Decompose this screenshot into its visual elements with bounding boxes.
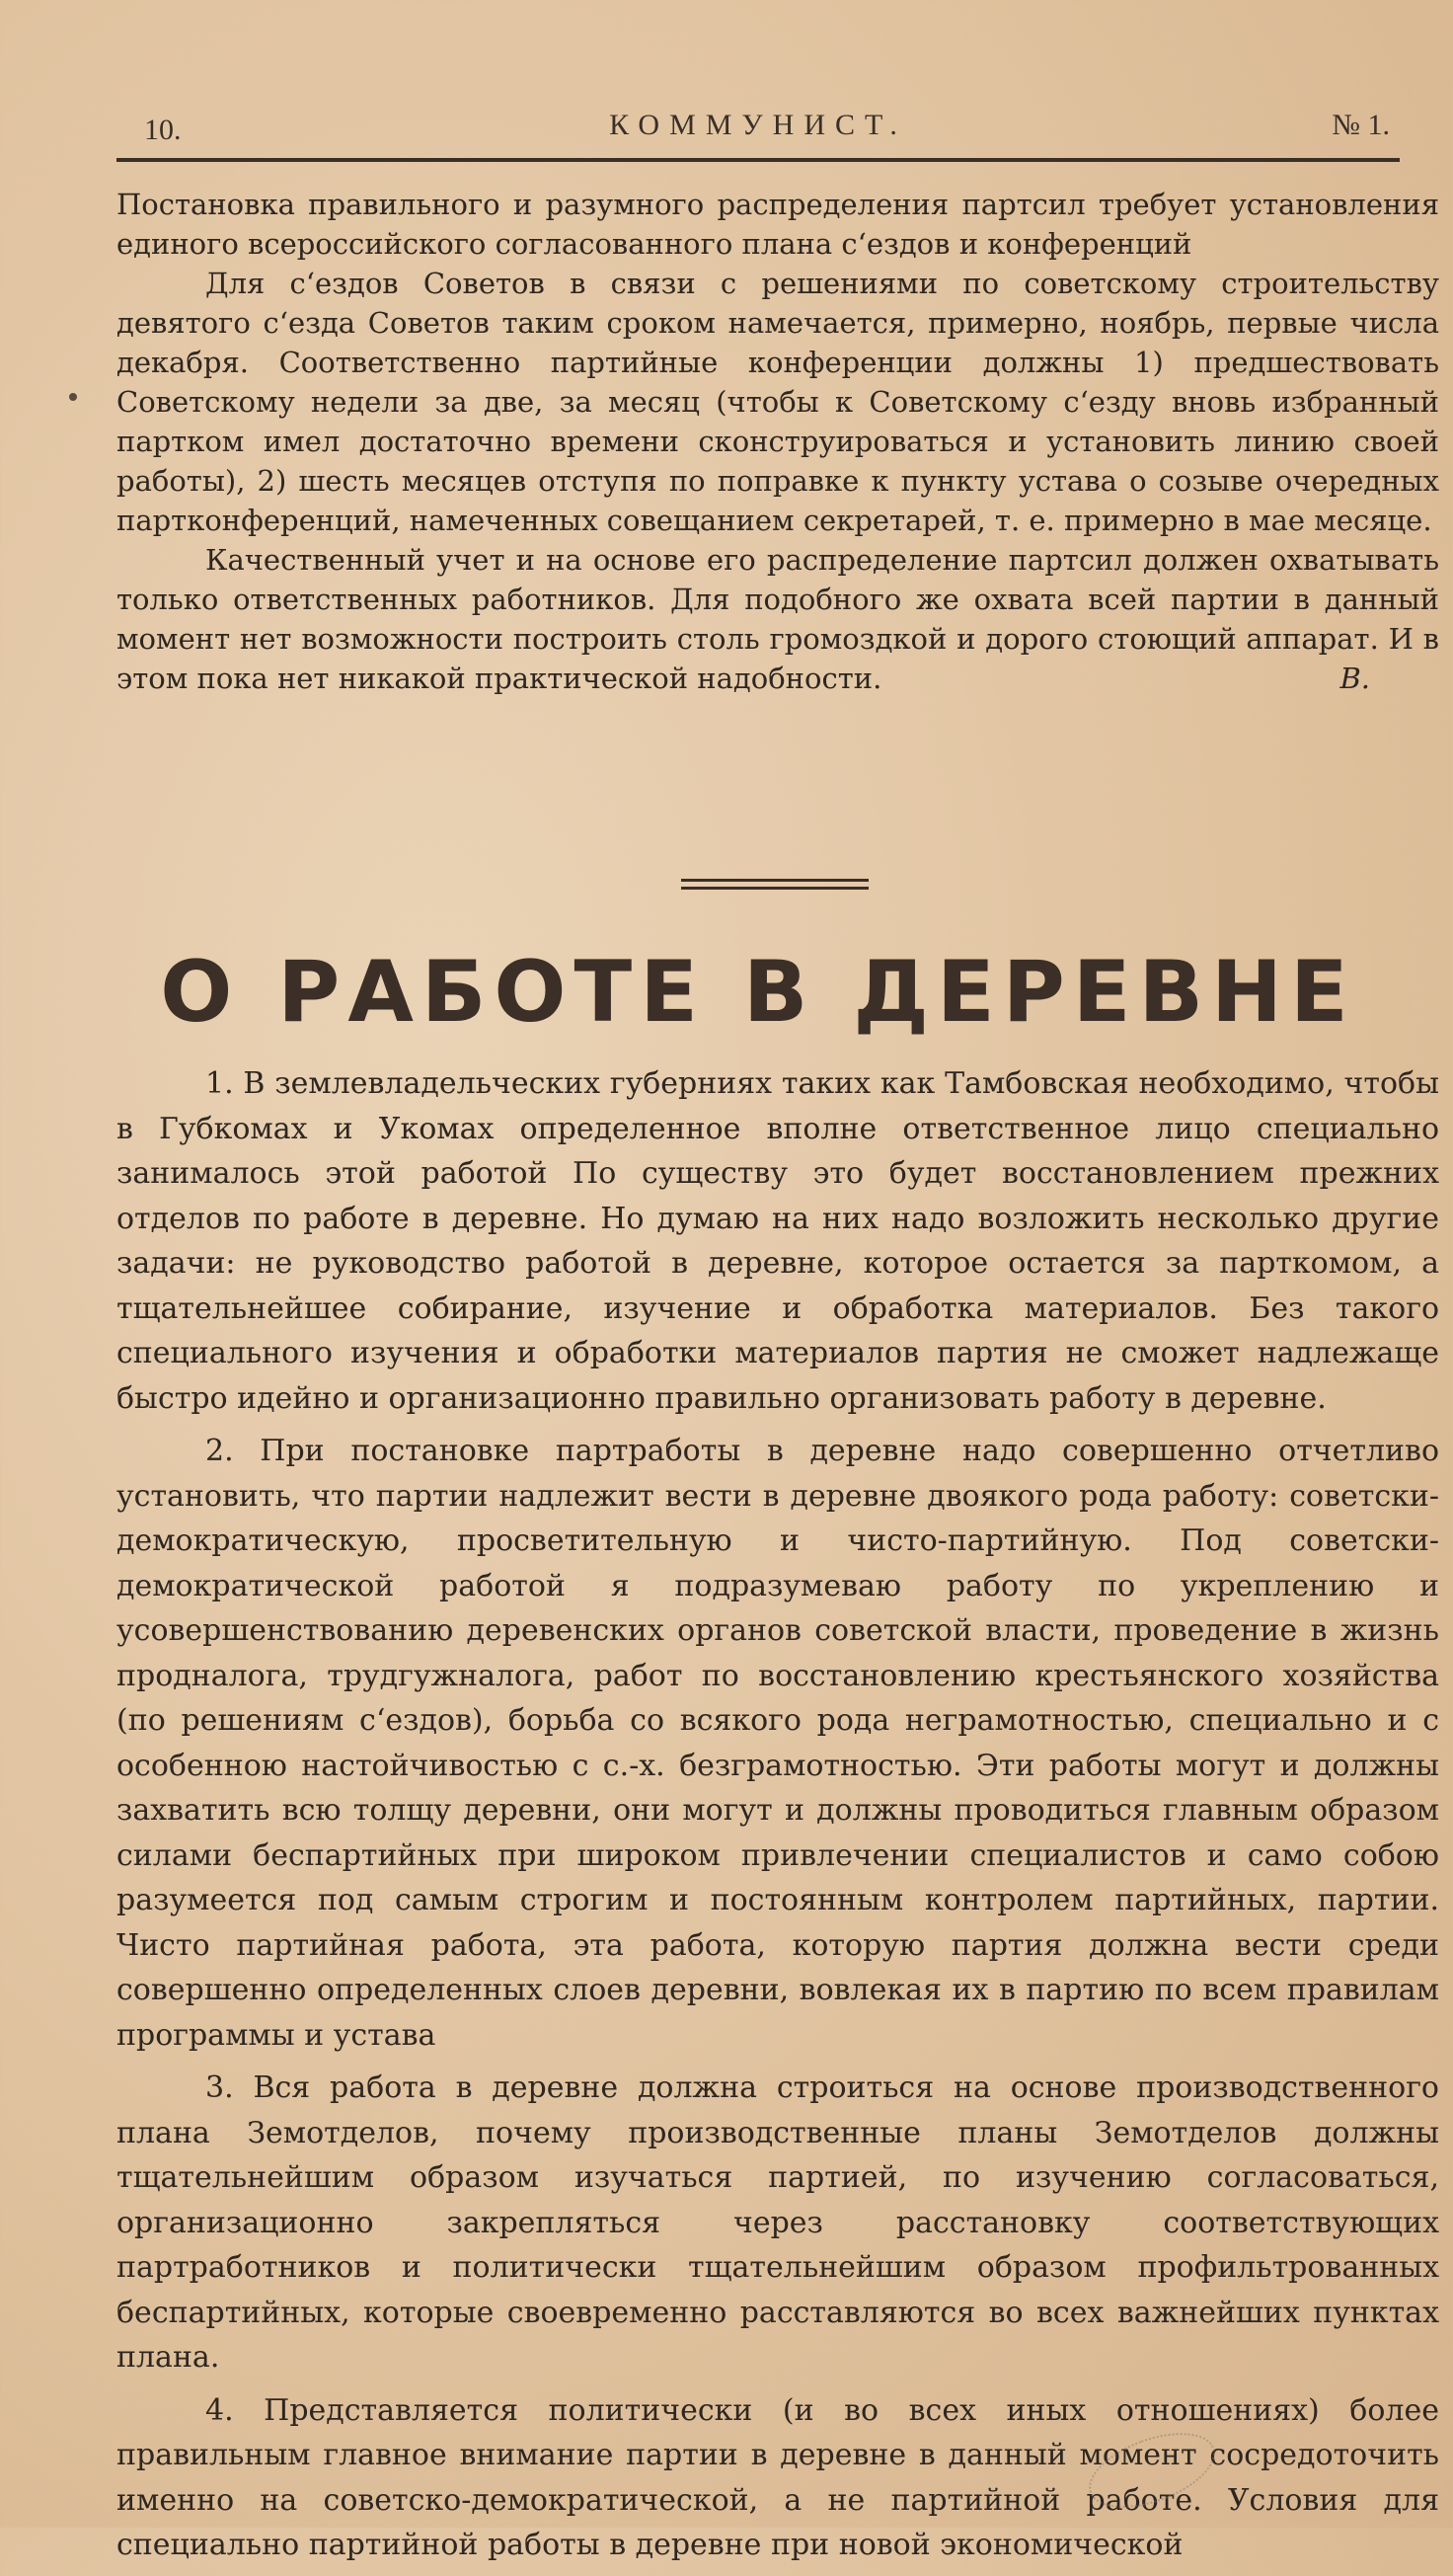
header-rule xyxy=(116,158,1400,162)
article-title: О РАБОТЕ В ДЕРЕВНЕ xyxy=(160,943,1356,1042)
section-divider xyxy=(681,887,869,890)
article-paragraph: 2. При постановке партработы в деревне надо совершенно отчетливо установить, что партии надлежит вести в деревне двоякого рода работу: советски-демократическую, просветительную и чисто-партийную. Под советски-демократической работой я подразумеваю работу по укреплению и усовершенствованию деревенских органов советской власти, проведение в жизнь продналога, трудгужналога, работ по восстановлению крестьянского хозяйства (по решениям с‘ездов), борьба со всякого рода неграмотностью, специально и с особенною настойчивостью с с.-х. безграмотностью. Эти работы могут и должны захватить всю толщу деревни, они могут и должны проводиться главным образом силами беспартийных при широком привлечении специалистов и само собою разумеется под самым строгим и постоянным контролем партийных, партии. Чисто партийная работа, эта работа, которую партия должна вести среди совершенно определенных слоев деревни, вовлекая их в партию по всем правилам программы и устава xyxy=(116,1434,1439,2053)
article-paragraph: 4. Представляется политически (и во всех иных отношениях) более правильным главное внимание партии в деревне в данный момент сосредоточить именно на советско-демократической, а не партийной работе. Условия для специально партийной работы в деревне при новой экономической xyxy=(116,2392,1439,2562)
issue-number: № 1. xyxy=(1332,109,1390,141)
author-signature: В. xyxy=(1339,662,1370,695)
intro-paragraph: Для с‘ездов Советов в связи с решениями по советскому строительству девятого с‘езда Советов таким сроком намечается, примерно, ноябрь, первые числа декабря. Соответственно партийные конференции должны 1) предшествовать Советскому недели за две, за месяц (чтобы к Советскому с‘езду вновь избранный партком имел достаточно времени сконструироваться и установить линию своей работы), 2) шесть месяцев отступя по поправке к пункту устава о созыве очередных партконференций, намеченных совещанием секретарей, т. е. примерно в мае месяце. xyxy=(116,267,1439,537)
intro-text xyxy=(116,185,1439,698)
intro-paragraph: Постановка правильного и разумного распределения партсил требует установления единого всероссийского согласованного плана с‘ездов и конференций xyxy=(116,188,1439,261)
page-header xyxy=(116,99,1400,158)
section-divider xyxy=(681,879,869,882)
article-paragraph: 3. Вся работа в деревне должна строиться на основе производственного плана Земотделов, почему производственные планы Земотделов должны тщательнейшим образом изучаться партией, по изучению согласоваться, организационно закрепляться через расстановку соответствующих партработников и политически тщательнейшим образом профильтрованных беспартийных, которые своевременно расставляются во всех важнейших пунктах плана. xyxy=(116,2070,1439,2375)
ink-spot xyxy=(69,393,77,401)
page-number: 10. xyxy=(144,114,182,146)
article-body xyxy=(116,1061,1439,2576)
article-paragraph: 1. В землевладельческих губерниях таких как Тамбовская необходимо, чтобы в Губкомах и Укомах определенное вполне ответственное лицо специально занималось этой работой По существу это будет восстановлением прежних отделов по работе в деревне. Но думаю на них надо возложить несколько другие задачи: не руководство работой в деревне, которое остается за парткомом, а тщательнейшее собирание, изучение и обработка материалов. Без такого специального изучения и обработки материалов партия не сможет надлежаще быстро идейно и организационно правильно организовать работу в деревне. xyxy=(116,1066,1439,1416)
journal-title: КОММУНИСТ. xyxy=(609,109,907,141)
intro-paragraph: Качественный учет и на основе его распределение партсил должен охватывать только ответственных работников. Для подобного же охвата всей партии в данный момент нет возможности построить столь громоздкой и дорого стоющий аппарат. И в этом пока нет никакой практической надобности. xyxy=(116,543,1439,695)
